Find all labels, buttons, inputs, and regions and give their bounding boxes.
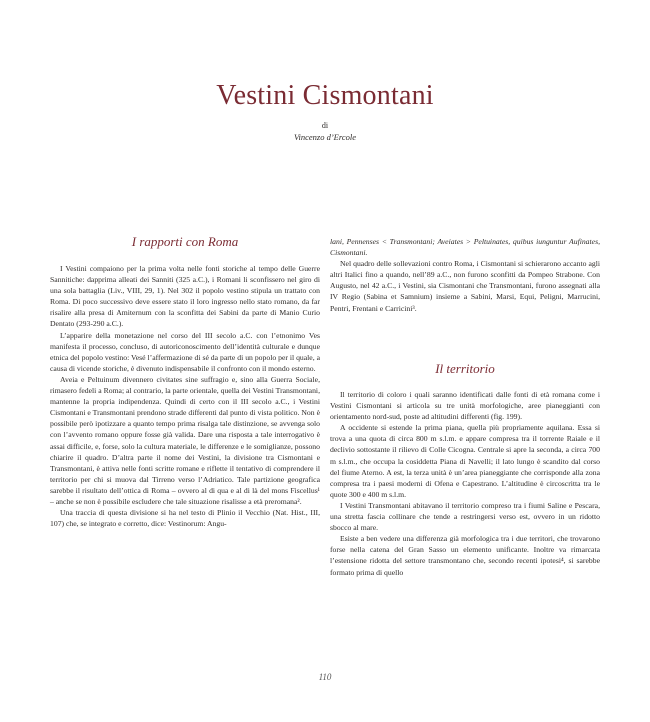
right-column-bottom: [330, 389, 600, 578]
author-name: Vincenzo d’Ercole: [293, 132, 357, 142]
paragraph-continuation: lani, Pennenses < Transmontani; Aveiates > Peltuinates, quibus iunguntur Aufinates, Cismontani.: [330, 237, 600, 258]
paragraph: Il territorio di coloro i quali saranno identificati dalle fonti di età romana come i Vestini Cismontani si articola su tre unità morfologiche, aree pianeggianti con orientamento nord-sud, poste ad altitudini differenti (fig. 199).: [330, 390, 600, 422]
section-heading-territorio: Il territorio: [435, 361, 495, 376]
paragraph: I Vestini Transmontani abitavano il territorio compreso tra i fiumi Saline e Pescara, una stretta fascia collinare che tende a restringersi verso est, ovvero in un ridotto sbocco al mare.: [330, 500, 600, 533]
left-column: [50, 263, 320, 529]
page-number: 110: [318, 672, 332, 682]
right-column-top: [330, 236, 600, 314]
paragraph: I Vestini compaiono per la prima volta nelle fonti storiche al tempo delle Guerre Sannitiche: dapprima alleati dei Sanniti (325 a.C.), i Romani li sconfissero nel giro di una sola battaglia (Liv., VIII, 29, 1). Nel 302 il popolo vestino stipula un trattato con Roma. Di poco successivo deve essere stato il loro ingresso nello stato romano, da far risalire alla presa di Amiternum con la sconfitta dei Sabini da parte di Manio Curio Dentato (293-290 a.C.).: [50, 264, 320, 329]
paragraph: Nel quadro delle sollevazioni contro Roma, i Cismontani si schierarono accanto agli altri Italici fino a quando, nell’89 a.C., non furono sconfitti da Pompeo Strabone. Con Augusto, nel 42 a.C., i Vestini, sia Cismontani che Transmontani, furono assegnati alla IV Regio (Sabina et Samnium) insieme a Sabini, Marsi, Equi, Peligni, Marrucini, Pentri, Frentani e Carricini³.: [330, 259, 600, 313]
byline-di: di: [321, 121, 329, 130]
paragraph: Una traccia di questa divisione si ha nel testo di Plinio il Vecchio (Nat. Hist., III, 107) che, se integrato e corretto, dice: Vestinorum: Angu-: [50, 508, 320, 529]
paragraph: L’apparire della monetazione nel corso del III secolo a.C. con l’etnonimo Ves manifesta il processo, concluso, di autoriconoscimento dell’identità culturale e dunque etnica del popolo vestino: Vesé l’affermazione di sé da parte di un popolo per il quale, a causa di vicende storiche, è divenuto indispensabile il confronto con il mondo esterno.: [50, 330, 320, 373]
section-heading-rapporti: I rapporti con Roma: [131, 234, 239, 249]
paragraph: Esiste a ben vedere una differenza già morfologica tra i due territori, che trovarono forse nella catena del Gran Sasso un elemento unificante. Inoltre va rimarcata l’estensione ridotta del settore transmontano che, secondo recenti ipotesi⁴, si sarebbe formato prima di quello: [330, 534, 600, 577]
page-title: Vestini Cismontani: [216, 80, 434, 111]
paragraph: Aveia e Peltuinum divennero civitates sine suffragio e, sino alla Guerra Sociale, rimasero fedeli a Roma; al contrario, la parte orientale, quella dei Vestini Transmontani, mantenne la propria indipendenza. Quindi di certo con il III secolo a.C., i Vestini Cismontani e Transmontani prendono strade differenti dal punto di vista politico. Non è possibile però ipotizzare a quanto tempo prima risalga tale distinzione, se avvenga solo con l’avvento romano oppure fosse già valida. Dare una risposta a tale interrogativo è assai difficile, e, forse, solo la cultura materiale, le differenze e le somiglianze, possono chiarire il quadro. D’altra parte il nome dei Vestini, la divisione tra Cismontani e Transmontani, è attiva nelle fonti scritte romane e riflette il tentativo di comprendere il territorio per chi si muova dal Tirreno verso l’Adriatico. Tale partizione geografica sarebbe il risultato dell’ottica di Roma – ovvero al di qua e al di là del mons Fiscellus¹ – anche se non è possibile escludere che tale situazione risalisse a età preromana².: [50, 374, 320, 506]
paragraph: A occidente si estende la prima piana, quella più propriamente aquilana. Essa si trova a una quota di circa 800 m s.l.m. e appare compresa tra il torrente Raiale e il declivio sottostante il rilievo di Colle Cicogna. Centrale si apre la seconda, a circa 700 m s.l.m., che occupa la cosiddetta Piana di Navelli; il lato lungo è scandito dal corso del fiume Aterno. A est, la terza unità è un’area pianeggiante che corrisponde alla zona compresa tra i paesi moderni di Ofena e Capestrano. L’altitudine è circoscritta tra le quote 300 e 400 m s.l.m.: [330, 423, 600, 499]
